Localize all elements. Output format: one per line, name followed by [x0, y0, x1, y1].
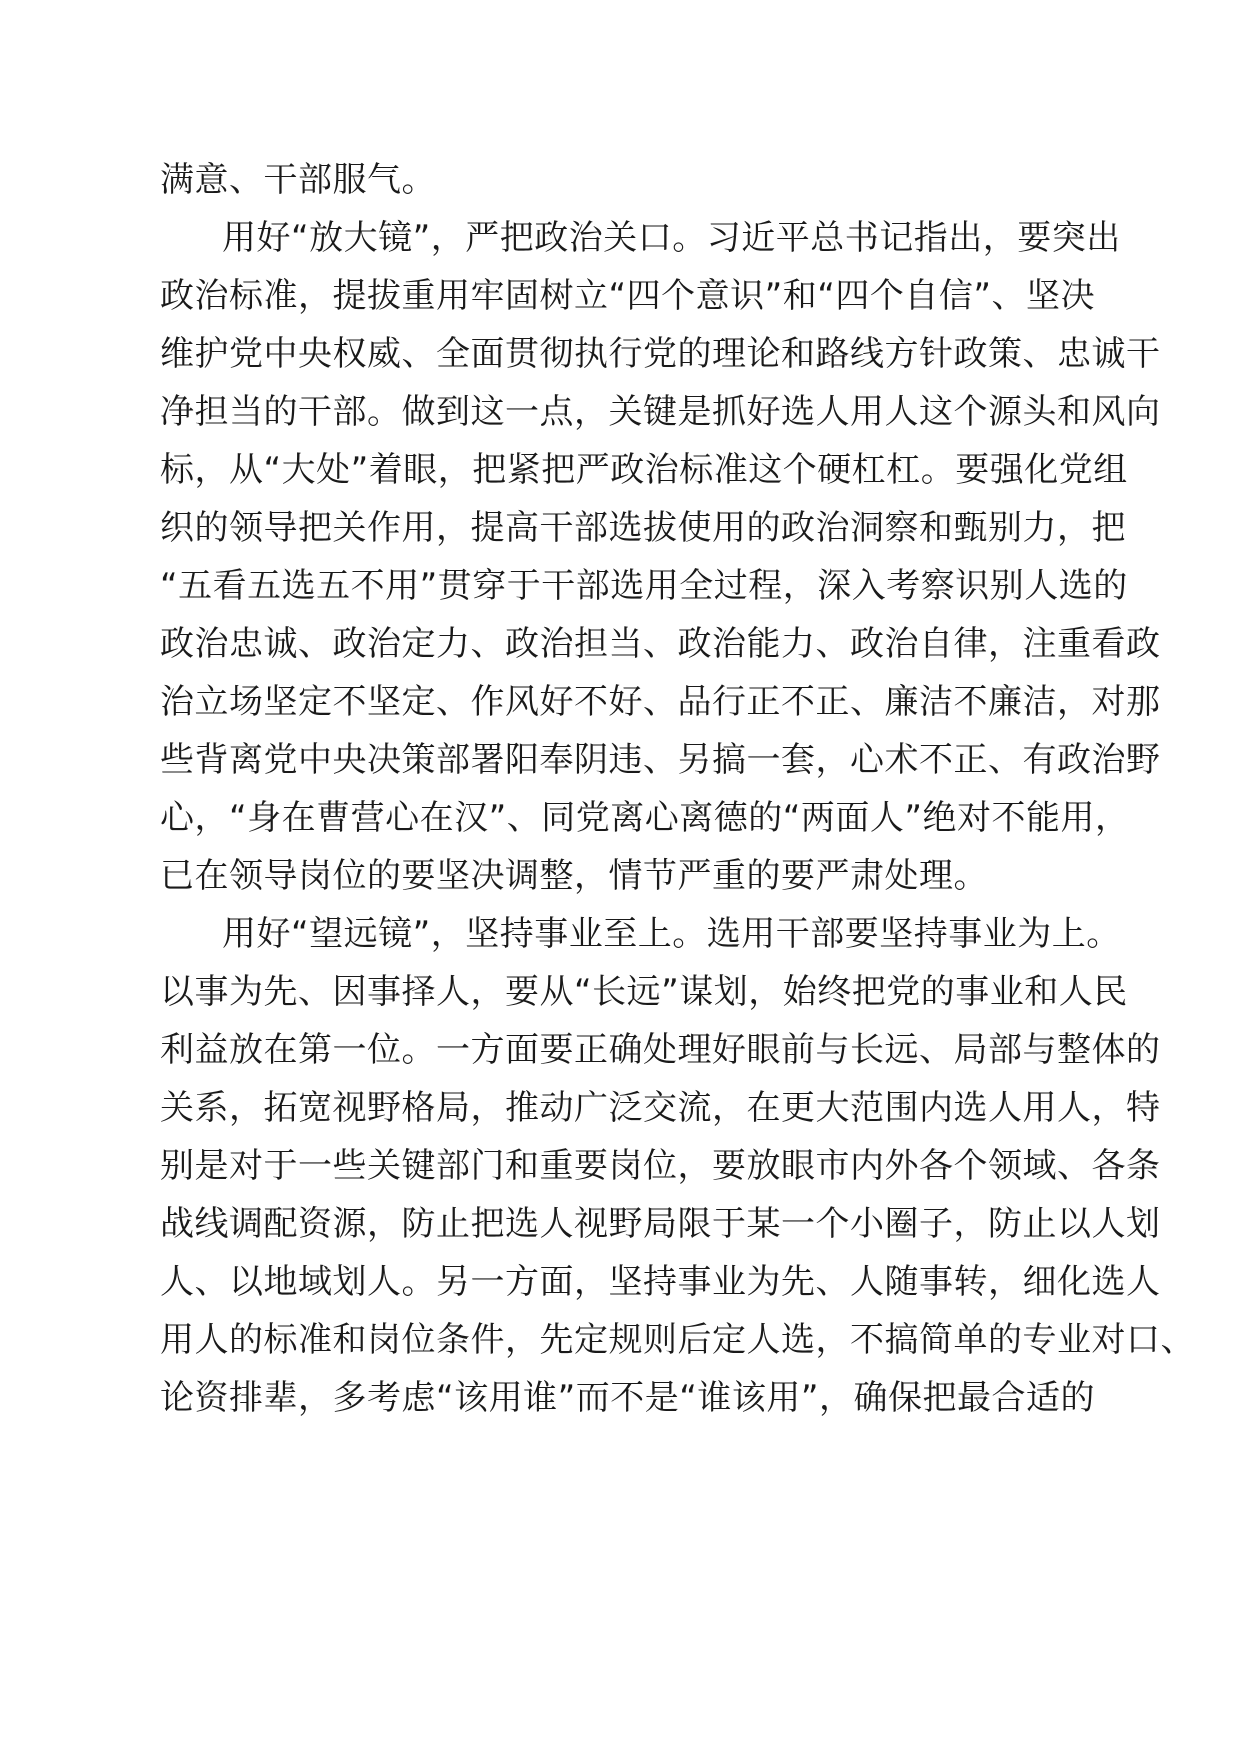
- text-line: 政治忠诚、政治定力、政治担当、政治能力、政治自律，注重看政: [160, 624, 1161, 664]
- text-line: 政治标准，提拔重用牢固树立“四个意识”和“四个自信”、坚决: [160, 276, 1095, 316]
- text-line: “五看五选五不用”贯穿于干部选用全过程，深入考察识别人选的: [160, 566, 1128, 606]
- text-line: 维护党中央权威、全面贯彻执行党的理论和路线方针政策、忠诚干: [160, 334, 1161, 374]
- text-line: 织的领导把关作用，提高干部选拔使用的政治洞察和甄别力，把: [160, 508, 1126, 548]
- text-line: 利益放在第一位。一方面要正确处理好眼前与长远、局部与整体的: [160, 1030, 1161, 1070]
- text-line: 关系，拓宽视野格局，推动广泛交流，在更大范围内选人用人，特: [160, 1088, 1161, 1128]
- text-line: 以事为先、因事择人，要从“长远”谋划，始终把党的事业和人民: [160, 972, 1128, 1012]
- text-line: 用人的标准和岗位条件，先定规则后定人选，不搞简单的专业对口、: [160, 1320, 1195, 1360]
- text-line: 别是对于一些关键部门和重要岗位，要放眼市内外各个领域、各条: [160, 1146, 1161, 1186]
- paragraph-start-line: 用好“放大镜”，严把政治关口。习近平总书记指出，要突出: [222, 218, 1121, 258]
- text-line: 些背离党中央决策部署阳奉阴违、另搞一套，心术不正、有政治野: [160, 740, 1161, 780]
- text-line: 净担当的干部。做到这一点，关键是抓好选人用人这个源头和风向: [160, 392, 1161, 432]
- text-line: 人、以地域划人。另一方面，坚持事业为先、人随事转，细化选人: [160, 1262, 1161, 1302]
- text-line: 标，从“大处”着眼，把紧把严政治标准这个硬杠杠。要强化党组: [160, 450, 1128, 490]
- paragraph-start-line: 用好“望远镜”，坚持事业至上。选用干部要坚持事业为上。: [222, 914, 1121, 954]
- text-line: 心，“身在曹营心在汉”、同党离心离德的“两面人”绝对不能用，: [160, 798, 1130, 838]
- text-line: 已在领导岗位的要坚决调整，情节严重的要严肃处理。: [160, 856, 988, 896]
- text-line: 战线调配资源，防止把选人视野局限于某一个小圈子，防止以人划: [160, 1204, 1161, 1244]
- text-line: 论资排辈，多考虑“该用谁”而不是“谁该用”，确保把最合适的: [160, 1378, 1095, 1418]
- text-line: 满意、干部服气。: [160, 160, 436, 200]
- text-line: 治立场坚定不坚定、作风好不好、品行正不正、廉洁不廉洁，对那: [160, 682, 1161, 722]
